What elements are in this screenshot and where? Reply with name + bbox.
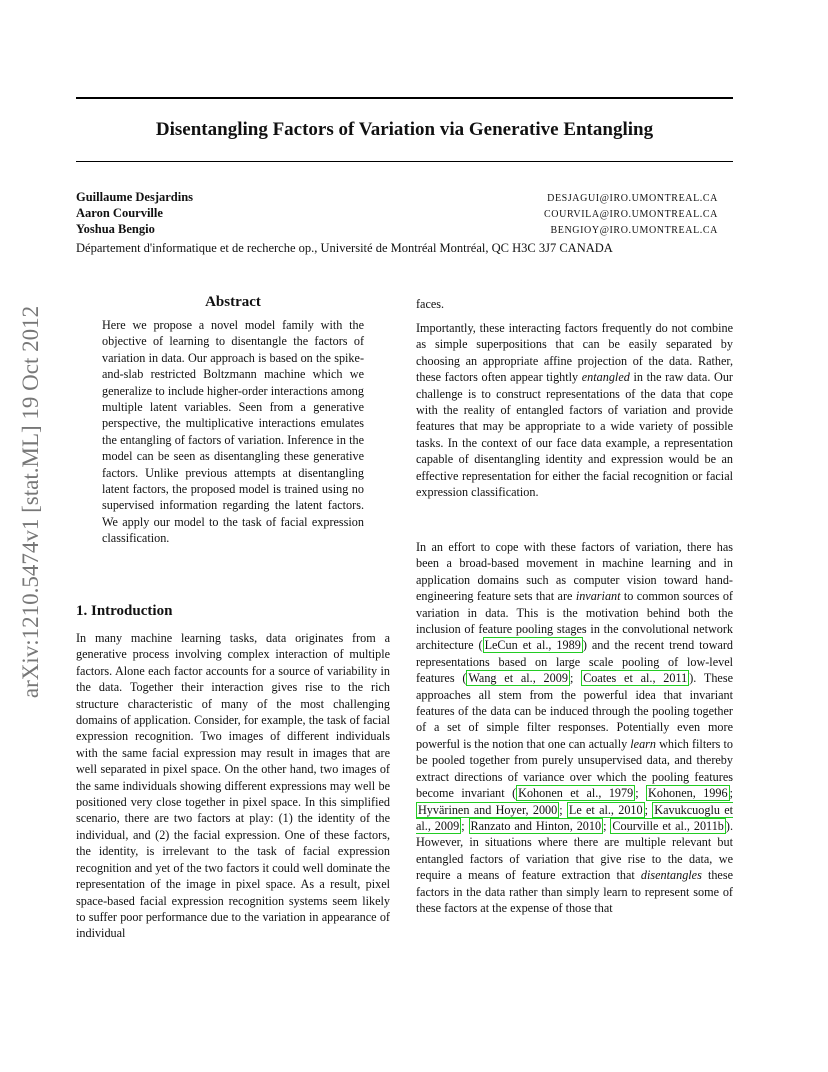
citation-link[interactable]: Ranzato and Hinton, 2010 [470,818,602,833]
author-email[interactable]: DESJAGUI@IRO.UMONTREAL.CA [547,193,718,204]
citation-link[interactable]: LeCun et al., 1989 [484,638,581,653]
section-heading-introduction: 1. Introduction [76,603,173,619]
text-run: ; [559,802,567,817]
citation-link[interactable]: Wang et al., 2009 [468,671,568,686]
author-email[interactable]: BENGIOY@IRO.UMONTREAL.CA [550,225,718,236]
arxiv-identifier-stamp [18,292,44,712]
author-name: Aaron Courville [76,206,163,220]
title-top-rule [76,97,733,99]
citation-link[interactable]: Kohonen et al., 1979 [518,786,634,801]
author-name: Yoshua Bengio [76,222,155,236]
text-run: ) and the recent trend toward representations based on large scale pooling of low-level features ( [416,638,733,686]
emphasis: invariant [575,589,621,604]
text-run: ; [603,818,611,833]
body-paragraph [416,539,733,916]
continued-text: faces. [416,297,445,311]
text-run: these factors in the data rather than simply learn to represent some of these factors at the expense of those that [416,868,733,915]
text-run: ; [635,786,647,801]
text-run: Importantly, these interacting factors frequently do not combine as simple superpositions that can be easily separated by choosing an appropriate affine projection of the data. Rather, these factors often appear tightly [416,321,733,385]
abstract-text: Here we propose a novel model family with the objective of learning to disentangle the factors of variation in data. Our approach is based on the spike-and-slab restricted Boltzmann machine which we generalize to include higher-order interactions among multiple latent variables. Seen from a generative perspective, the multiplicative interactions emulates the entangling of factors of variation. Inference in the model can be seen as disentangling these generative factors. Unlike previous attempts at disentangling latent factors, the proposed model is trained using no supervised information regarding the latent factors. We apply our model to the task of facial expression classification. [102,318,364,546]
text-run: which filters to be pooled together from purely unsupervised data, and thereby extract directions of variance over which the pooling features become invariant ( [416,736,733,801]
text-run: to common sources of variation in data. This is the motivation behind both the inclusion of feature pooling stages in the convolutional network architecture ( [416,589,733,653]
title-bottom-rule [76,161,733,162]
citation-link[interactable]: Courville et al., 2011b [612,818,724,833]
citation-link[interactable]: Kavukcuoglu et al., 2009 [416,802,733,833]
affiliation: Département d'informatique et de recherche op., Université de Montréal Montréal, QC H3C 3J7 CANADA [76,241,613,255]
citation-link[interactable]: Hyvärinen and Hoyer, 2000 [418,802,558,817]
text-run: ; [461,818,469,833]
text-run: ). These approaches all stem from the powerful idea that invariant features of the data can be induced through the pooling together of a set of simple filter responses. Potentially even more powerful is the notion that one can actually [416,671,733,751]
citation-link[interactable]: Le et al., 2010 [568,802,643,817]
text-run: ; [569,671,582,686]
text-run: In an effort to cope with these factors of variation, there has been a broad-based movement in machine learning and in application domains such as computer vision toward hand-engineering feature sets that are [416,540,733,604]
paper-title: Disentangling Factors of Variation via Generative Entangling [155,119,654,140]
emphasis: learn [630,736,657,751]
body-paragraph [416,320,733,500]
author-name: Guillaume Desjardins [76,190,194,204]
emphasis: disentangles [640,868,702,883]
arxiv-identifier-text: arXiv:1210.5474v1 [stat.ML] 19 Oct 2012 [18,305,43,699]
text-run: ; [729,786,733,801]
citation-link[interactable]: Coates et al., 2011 [583,671,688,686]
text-run: in the raw data. Our challenge is to construct representations of the data that cope with the reality of entangled factors of variation and provide features that may be appropriate to a wide variety of possible tasks. In the context of our face data example, a representation capable of disentangling identity and expression would be an effective representation for either the facial recognition or facial expression classification. [416,370,733,500]
text-run: ; [644,802,653,817]
text-run: ). However, in situations where there are multiple relevant but entangled factors of variation that give rise to the data, we require a means of feature extraction that [416,818,733,883]
citation-link[interactable]: Kohonen, 1996 [648,786,728,801]
author-email[interactable]: COURVILA@IRO.UMONTREAL.CA [544,209,718,220]
abstract-heading: Abstract [205,294,261,310]
emphasis: entangled [581,370,630,385]
introduction-paragraph: In many machine learning tasks, data originates from a generative process involving complex interaction of multiple factors. Alone each factor accounts for a source of variability in the data. Together their interaction gives rise to the rich structure characteristic of many of the most challenging domains of application. Consider, for example, the task of facial expression recognition. Two images of different individuals with the same facial expression may result in images that are well separated in pixel space. On the other hand, two images of the same individuals showing different expressions may well be positioned very close together in pixel space. In this simplified scenario, there are two factors at play: (1) the identity of the individual, and (2) the facial expression. One of these factors, the identity, is irrelevant to the task of facial expression recognition and yet of the two factors it could well dominate the representation of the image in pixel space. As a result, pixel space-based facial expression recognition systems seem likely to suffer poor performance due to the variation in appearance of individual [76,631,390,941]
